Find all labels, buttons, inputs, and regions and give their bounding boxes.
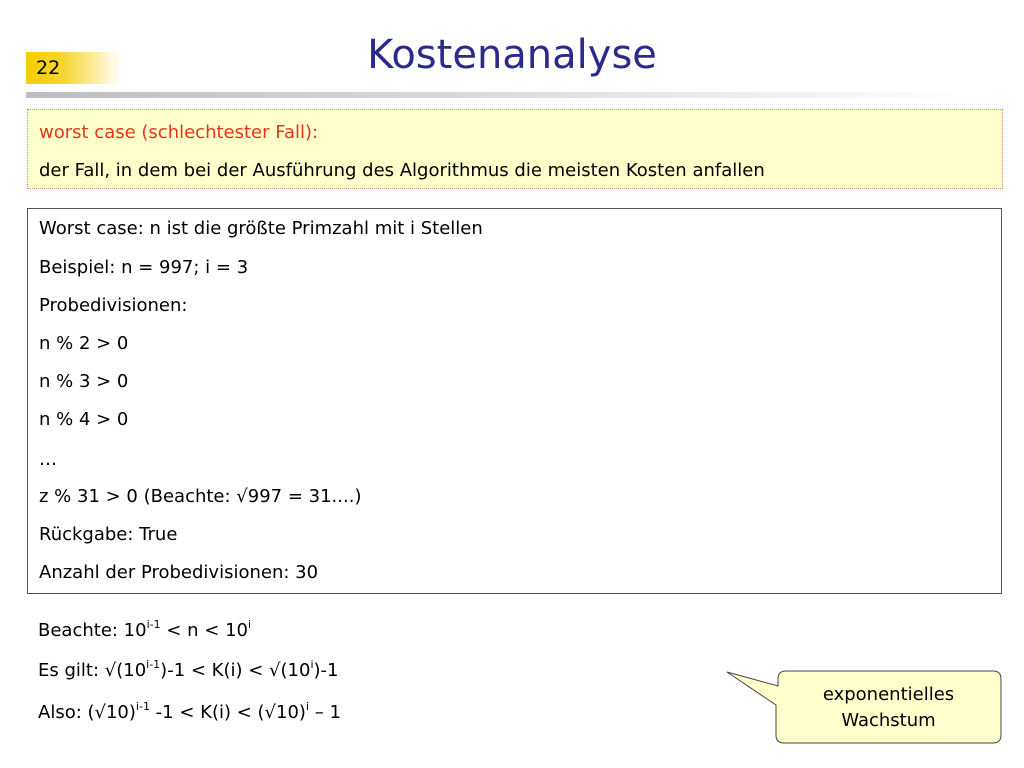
definition-text: der Fall, in dem bei der Ausführung des Algorithmus die meisten Kosten anfallen <box>39 160 765 181</box>
example-line: n % 4 > 0 <box>39 409 129 430</box>
callout-line: exponentielles <box>822 684 955 705</box>
callout-text <box>776 682 1001 734</box>
example-line: n % 3 > 0 <box>39 371 129 392</box>
note-bound-n: Beachte: $10^{i-1} < n < 10^i$ <box>38 618 252 641</box>
example-line: Rückgabe: True <box>39 524 178 545</box>
slide-number: 22 <box>26 52 121 84</box>
definition-term: worst case (schlechtester Fall): <box>39 122 319 143</box>
note-conclusion: Also: $(√10)^{i-1}$ $-1 < K(i) < (√10)^i - 1$ <box>38 700 341 723</box>
example-line: Beispiel: n = 997; i = 3 <box>39 257 249 278</box>
example-line: n % 2 > 0 <box>39 333 129 354</box>
example-line: z % 31 > 0 (Beachte: √997 = 31....) <box>39 486 362 507</box>
example-line: Anzahl der Probedivisionen: 30 <box>39 562 319 583</box>
example-line: Worst case: n ist die größte Primzahl mit i Stellen <box>39 218 483 239</box>
example-line: … <box>39 449 57 470</box>
slide-title: Kostenanalyse <box>367 32 657 78</box>
note-bound-cost: Es gilt: $√(10^{i-1})-1 < K(i) < √(10^i)-1$ <box>38 658 339 681</box>
callout-line: Wachstum <box>841 710 936 731</box>
example-line: Probedivisionen: <box>39 295 188 316</box>
